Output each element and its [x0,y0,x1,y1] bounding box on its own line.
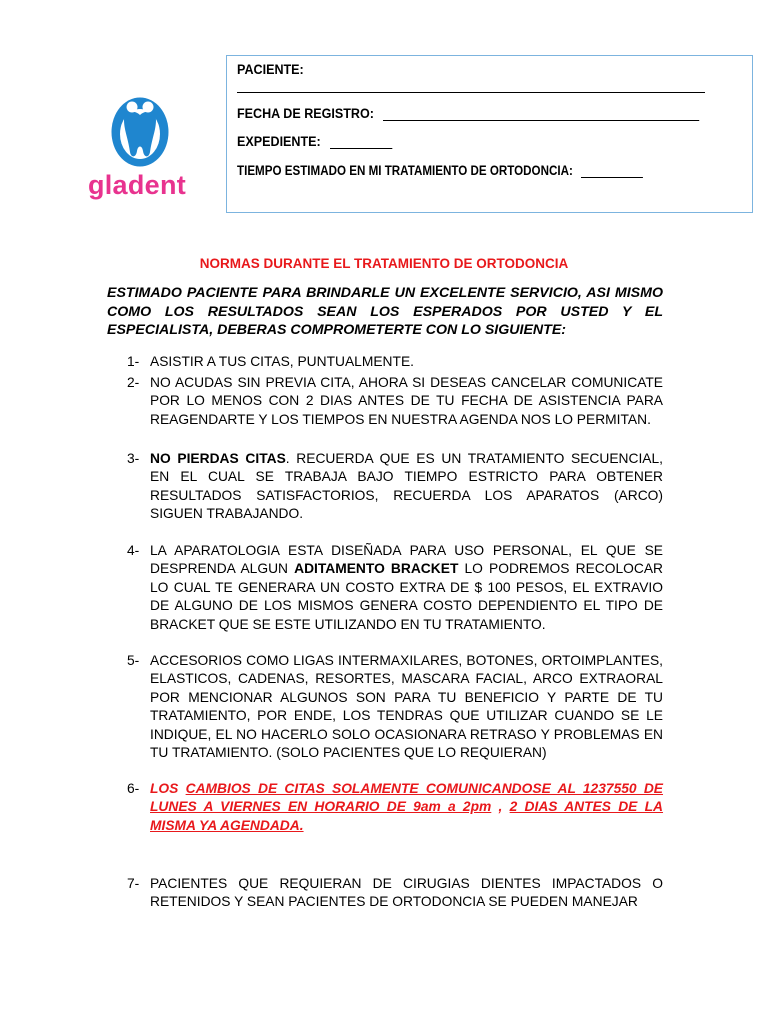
tiempo-estimado-field [237,163,643,178]
rule-number: 3- [127,451,140,466]
rule-text-before: LA APARATOLOGIA ESTA DISEÑADA PARA USO PERSONAL, EL QUE SE DESPRENDA ALGUN [150,543,663,577]
tiempo-estimado-blank [581,164,643,178]
rule-number: 7- [127,876,140,891]
rule-3 [127,450,663,524]
tiempo-estimado-label: TIEMPO ESTIMADO EN MI TRATAMIENTO DE ORTODONCIA: [237,163,573,178]
rule-underlined: CAMBIOS DE CITAS SOLAMENTE COMUNICANDOSE AL 1237550 DE LUNES A VIERNES EN HORARIO DE 9am a 2pm [150,781,663,815]
expediente-field [237,134,392,149]
rule-4 [127,542,663,634]
rule-number: 2- [127,375,140,390]
document-title: NORMAS DURANTE EL TRATAMIENTO DE ORTODONCIA [199,256,569,271]
rule-bold-text: ADITAMENTO BRACKET [294,561,459,577]
paciente-line [237,92,705,93]
rule-1 [127,353,663,371]
rule-text-rest: . RECUERDA QUE ES UN TRATAMIENTO SECUENCIAL, EN EL CUAL SE TRABAJA BAJO TIEMPO ESTRICTO PARA OBTENER RESULTADOS SATISFACTORIOS, RECUERDA LOS APARATOS (ARCO) SIGUEN TRABAJANDO. [150,451,663,522]
rule-mid: , [491,799,510,815]
rule-text [150,542,663,634]
rule-number: 1- [127,354,140,369]
expediente-label: EXPEDIENTE: [237,134,321,149]
rule-number: 6- [127,781,140,796]
logo-text: gladent [87,170,187,200]
rule-text: PACIENTES QUE REQUIERAN DE CIRUGIAS DIENTES IMPACTADOS O RETENIDOS Y SEAN PACIENTES DE ORTODONCIA SE PUEDEN MANEJAR [150,876,663,910]
rule-number: 4- [127,543,140,558]
rule-text [150,450,663,524]
rule-text: ACCESORIOS COMO LIGAS INTERMAXILARES, BOTONES, ORTOIMPLANTES, ELASTICOS, CADENAS, RESORTES, MASCARA FACIAL, ARCO EXTRAORAL POR MENCIONAR ALGUNOS SON PARA TU BENEFICIO Y PARTE DE TU TRATAMIENTO, POR ENDE, LOS TENDRAS QUE UTILIZAR CUANDO SE LE INDIQUE, EL NO HACERLO SOLO OCASIONARA RETRASO Y PROBLEMAS EN TU TRATAMIENTO. (SOLO PACIENTES QUE LO REQUIERAN) [150,653,663,761]
intro-paragraph: ESTIMADO PACIENTE PARA BRINDARLE UN EXCELENTE SERVICIO, ASI MISMO COMO LOS RESULTADOS SEAN LOS ESPERADOS POR USTED Y EL ESPECIALISTA, DEBERAS COMPROMETERTE CON LO SIGUIENTE: [107,285,663,338]
paciente-label: PACIENTE: [237,62,304,77]
fecha-registro-field [237,106,699,121]
fecha-registro-blank [383,107,699,121]
rule-5 [127,652,663,762]
expediente-blank [330,135,392,149]
rule-2 [127,374,663,429]
tooth-icon [110,96,170,168]
rule-number: 5- [127,653,140,668]
rule-6 [127,780,663,835]
rule-7 [127,875,663,912]
rule-text-highlighted [150,780,663,835]
gladent-logo [84,96,190,208]
fecha-registro-label: FECHA DE REGISTRO: [237,106,374,121]
rule-bold-text: NO PIERDAS CITAS [150,451,286,466]
rule-text-after: LO PODREMOS RECOLOCAR LO CUAL TE GENERARA UN COSTO EXTRA DE $ 100 PESOS, EL EXTRAVIO DE ALGUNO DE LOS MISMOS GENERA COSTO DEPENDIENTO EL TIPO DE BRACKET QUE SE ESTE UTILIZANDO EN TU TRATAMIENTO. [150,561,664,632]
rule-lead: LOS [150,781,186,796]
rule-text: NO ACUDAS SIN PREVIA CITA, AHORA SI DESEAS CANCELAR COMUNICATE POR LO MENOS CON 2 DIAS ANTES DE TU FECHA DE ASISTENCIA PARA REAGENDARTE Y LOS TIEMPOS EN NUESTRA AGENDA NOS LO PERMITAN. [150,375,663,427]
rule-text: ASISTIR A TUS CITAS, PUNTUALMENTE. [150,354,414,369]
patient-info-box [226,55,753,213]
paciente-field [237,62,304,77]
rule-underlined-2: 2 DIAS ANTES DE LA MISMA YA AGENDADA. [150,799,664,833]
